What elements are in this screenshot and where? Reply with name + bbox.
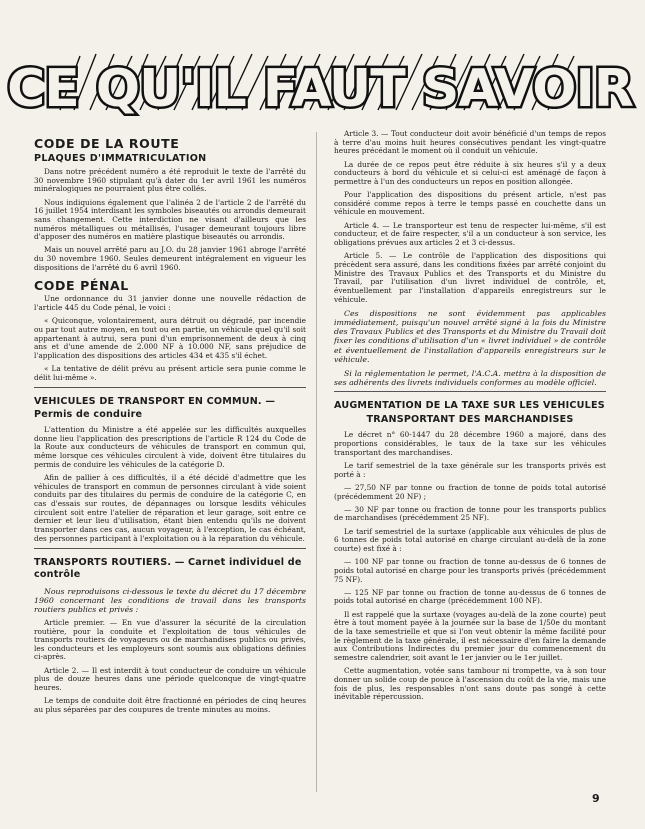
taxe-p8: Il est rappelé que la surtaxe (voyages au-delà de la zone courte) peut être à tout moment payée à la journée sur la base de 1/50e du montant de la taxe semestrielle et que si l'on veut obtenir la même facilité pour le règlement de la taxe générale, il est nécessaire d'en faire la demande aux Contributions Indirectes du premier jour du commencement du semestre calendrier, soit avant le 1er janvier ou le 1er juillet. xyxy=(334,609,606,662)
taxe-title-line2: TRANSPORTANT DES MARCHANDISES xyxy=(366,413,574,425)
taxe-p3: — 27,50 NF par tonne ou fraction de tonne de poids total autorisé (précédemment 20 NF) ; xyxy=(334,482,606,501)
transports-title: TRANSPORTS ROUTIERS. — Carnet individuel de contrôle xyxy=(34,556,302,581)
code-penal-p1: Une ordonnance du 31 janvier donne une nouvelle rédaction de l'article 445 du Code pénal, le voici : xyxy=(34,294,306,313)
vehicules-p2: Afin de pallier à ces difficultés, il a été décidé d'admettre que les véhicules de transport en commun de personnes circulant à vide soient conduits par des titulaires du permis de conduire de la catégorie C, en cas d'essais sur routes, de dépannages ou lorsque lesdits véhicules circulent soit entre l'atelier de réparation et leur garage, soit entre ce dernier et leur lieu d'utilisation, étant bien entendu qu'ils ne doivent transporter dans ces cas, aucun voyageur, à l'exception, le cas échéant, des personnes participant à l'exploitation ou à la réparation du véhicule. xyxy=(34,472,306,543)
code-route-p2: Nous indiquions également que l'alinéa 2 de l'article 2 de l'arrêté du 16 juillet 1954 interdisant les symboles biseautés ou arrondis demeurait sans changement. Cette interdiction ne visant d'ailleurs que les numéros métalliques ou métallisés, l'usager demeurant toujours libre d'apposer des numéros en matière plastique biseautés ou arrondis. xyxy=(34,197,306,242)
taxe-p4: — 30 NF par tonne ou fraction de tonne pour les transports publics de marchandises (précédemment 25 NF). xyxy=(334,504,606,523)
transports-p1: Nous reproduisons ci-dessous le texte du décret du 17 décembre 1960 concernant les conditions de travail dans les transports routiers publics et privés : xyxy=(34,586,306,615)
vehicules-title: VEHICULES DE TRANSPORT EN COMMUN. — Permis de conduire xyxy=(34,396,276,420)
code-route-title: CODE DE LA ROUTE xyxy=(34,136,180,151)
taxe-p2: Le tarif semestriel de la taxe générale sur les transports privés est porté à : xyxy=(334,460,606,479)
taxe-p5: Le tarif semestriel de la surtaxe (applicable aux véhicules de plus de 6 tonnes de poids total autorisé en charge circulant au-delà de la zone courte) est fixé à : xyxy=(334,526,606,553)
code-penal-p2: « Quiconque, volontairement, aura détruit ou dégradé, par incendie ou par tout autre moyen, en tout ou en partie, un véhicule quel qu'il soit appartenant à autrui, sera puni d'un emprisonnement de deux à cinq ans et d'une amende de 2.000 NF à 10.000 NF, sans préjudice de l'application des dispositions des articles 434 et 435 s'il échet. xyxy=(34,316,306,360)
right-p5: Article 5. — Le contrôle de l'application des dispositions qui précèdent sera assuré, dans les conditions fixées par arrêté conjoint du Ministre des Travaux Publics et des Transports et du Ministre du Travail, par l'utilisation d'un livret individuel de contrôle, et, éventuellement par l'installation d'appareils enregistreurs sur le véhicule. xyxy=(334,251,606,304)
right-p6: Ces dispositions ne sont évidemment pas applicables immédiatement, puisqu'un nouvel arrêté signé à la fois du Ministre des Travaux Publics et des Transports et du Ministre du Travail doit fixer les conditions d'utilisation d'un « livret individuel » de contrôle et éventuellement de l'installation d'appareils enregistreurs sur le véhicule. xyxy=(334,308,606,364)
section-rule xyxy=(334,391,606,392)
right-p2: La durée de ce repos peut être réduite à six heures s'il y a deux conducteurs à bord du véhicule et si celui-ci est aménagé de façon à permettre à l'un des conducteurs un repos en position allongée. xyxy=(334,159,606,186)
banner-title-graphic xyxy=(7,48,633,119)
right-p3: Pour l'application des dispositions du présent article, n'est pas considéré comme repos à terre le temps passé en couchette dans un véhicule en mouvement. xyxy=(334,190,606,217)
code-penal-title: CODE PÉNAL xyxy=(34,278,129,294)
right-column xyxy=(334,130,606,706)
taxe-p7: — 125 NF par tonne ou fraction de tonne au-dessus de 6 tonnes de poids total autorisé en charge (précédemment 100 NF). xyxy=(334,587,606,606)
code-penal-p3: « La tentative de délit prévu au présent article sera punie comme le délit lui-même ». xyxy=(34,364,306,382)
transports-p3: Article 2. — Il est interdit à tout conducteur de conduire un véhicule plus de douze heures dans une période quelconque de vingt-quatre heures. xyxy=(34,665,306,693)
column-divider xyxy=(316,132,317,792)
transports-p4: Le temps de conduite doit être fractionné en périodes de cinq heures au plus séparées par des coupures de trente minutes au moins. xyxy=(34,696,306,714)
right-p4: Article 4. — Le transporteur est tenu de respecter lui-même, s'il est conducteur, et de faire respecter, s'il a un conducteur à son service, les obligations prévues aux articles 2 et 3 ci-dessus. xyxy=(334,220,606,247)
code-route-p3: Mais un nouvel arrêté paru au J.O. du 28 janvier 1961 abroge l'arrêté du 30 novembre 1960. Seules demeurent intégralement en vigueur les dispositions de l'arrêté du 6 avril 1960. xyxy=(34,245,306,272)
code-route-p1: Dans notre précédent numéro a été reproduit le texte de l'arrêté du 30 novembre 1960 stipulant qu'à dater du 1er avril 1961 les numéros minéralogiques ne pourraient plus être collés. xyxy=(34,167,306,194)
right-p7: Si la réglementation le permet, l'A.C.A. mettra à la disposition de ses adhérents des livrets individuels conformes au modèle officiel. xyxy=(334,368,606,387)
banner-title: CE QU'IL FAUT SAVOIR xyxy=(7,59,633,119)
banner xyxy=(7,48,633,119)
left-column xyxy=(34,130,306,719)
taxe-p6: — 100 NF par tonne ou fraction de tonne au-dessus de 6 tonnes de poids total autorisé en charge pour les transports privés (précédemment 75 NF). xyxy=(334,557,606,584)
right-p1: Article 3. — Tout conducteur doit avoir bénéficié d'un temps de repos à terre d'au moins huit heures consécutives pendant les vingt-quatre heures précédant le moment où il conduit un véhicule. xyxy=(334,129,606,156)
section-rule xyxy=(34,548,306,549)
taxe-p9: Cette augmentation, votée sans tambour ni trompette, va à son tour donner un solide coup de pouce à l'ascension du coût de la vie, mais une fois de plus, les responsables n'ont sans doute pas songé à cette inévitable répercussion. xyxy=(334,666,606,702)
vehicules-p1: L'attention du Ministre a été appelée sur les difficultés auxquelles donne lieu l'application des prescriptions de l'article R 124 du Code de la Route aux conducteurs de véhicules de transport en commun qui, même lorsque ces véhicules circulent à vide, doivent être titulaires du permis de conduire les véhicules de la catégorie D. xyxy=(34,425,306,469)
taxe-p1: Le décret n° 60-1447 du 28 décembre 1960 a majoré, dans des proportions considérables, le taux de la taxe sur les véhicules transportant des marchandises. xyxy=(334,430,606,457)
transports-p2: Article premier. — En vue d'assurer la sécurité de la circulation routière, pour la conduite et l'exploitation de tous véhicules de transports routiers de voyageurs ou de marchandises publics ou privés, les conducteurs et les employeurs sont soumis aux obligations définies ci-après. xyxy=(34,617,306,662)
code-route-subtitle: PLAQUES D'IMMATRICULATION xyxy=(34,153,207,164)
section-rule xyxy=(34,387,306,388)
taxe-title-line1: AUGMENTATION DE LA TAXE SUR LES VEHICULES xyxy=(334,400,605,412)
page-number: 9 xyxy=(592,792,600,805)
